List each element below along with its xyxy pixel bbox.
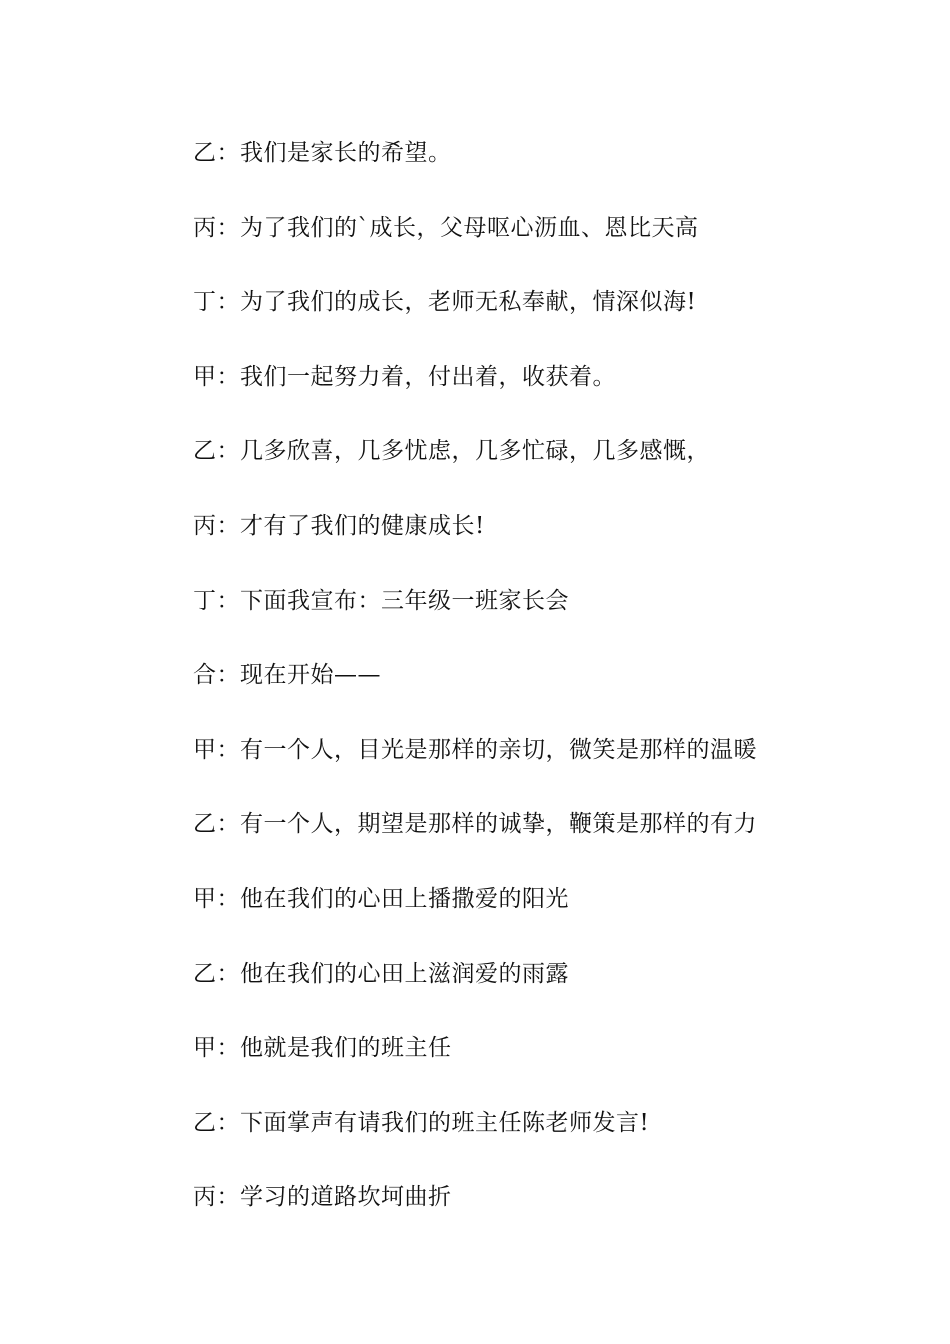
script-line: 丙：才有了我们的健康成长! bbox=[193, 512, 485, 539]
script-line: 乙：几多欣喜，几多忧虑，几多忙碌，几多感慨， bbox=[193, 438, 710, 465]
script-line: 丁：下面我宣布：三年级一班家长会 bbox=[193, 587, 569, 614]
script-line: 丁：为了我们的成长，老师无私奉献，情深似海! bbox=[193, 289, 697, 316]
script-line: 甲：有一个人，目光是那样的亲切，微笑是那样的温暖 bbox=[193, 736, 757, 763]
script-line: 乙：他在我们的心田上滋润爱的雨露 bbox=[193, 960, 569, 987]
script-line: 甲：他就是我们的班主任 bbox=[193, 1035, 452, 1062]
script-line: 乙：有一个人，期望是那样的诚挚，鞭策是那样的有力 bbox=[193, 811, 757, 838]
script-line: 乙：我们是家长的希望。 bbox=[193, 140, 452, 166]
script-line: 丙：为了我们的`成长，父母呕心沥血、恩比天高 bbox=[193, 214, 699, 241]
script-line: 乙：下面掌声有请我们的班主任陈老师发言! bbox=[193, 1109, 650, 1136]
script-line: 甲：他在我们的心田上播撒爱的阳光 bbox=[193, 885, 569, 912]
script-line: 合：现在开始—— bbox=[193, 662, 381, 689]
script-line: 丙：学习的道路坎坷曲折 bbox=[193, 1184, 452, 1211]
script-lines bbox=[193, 133, 893, 1252]
script-line: 甲：我们一起努力着，付出着，收获着。 bbox=[193, 363, 616, 390]
